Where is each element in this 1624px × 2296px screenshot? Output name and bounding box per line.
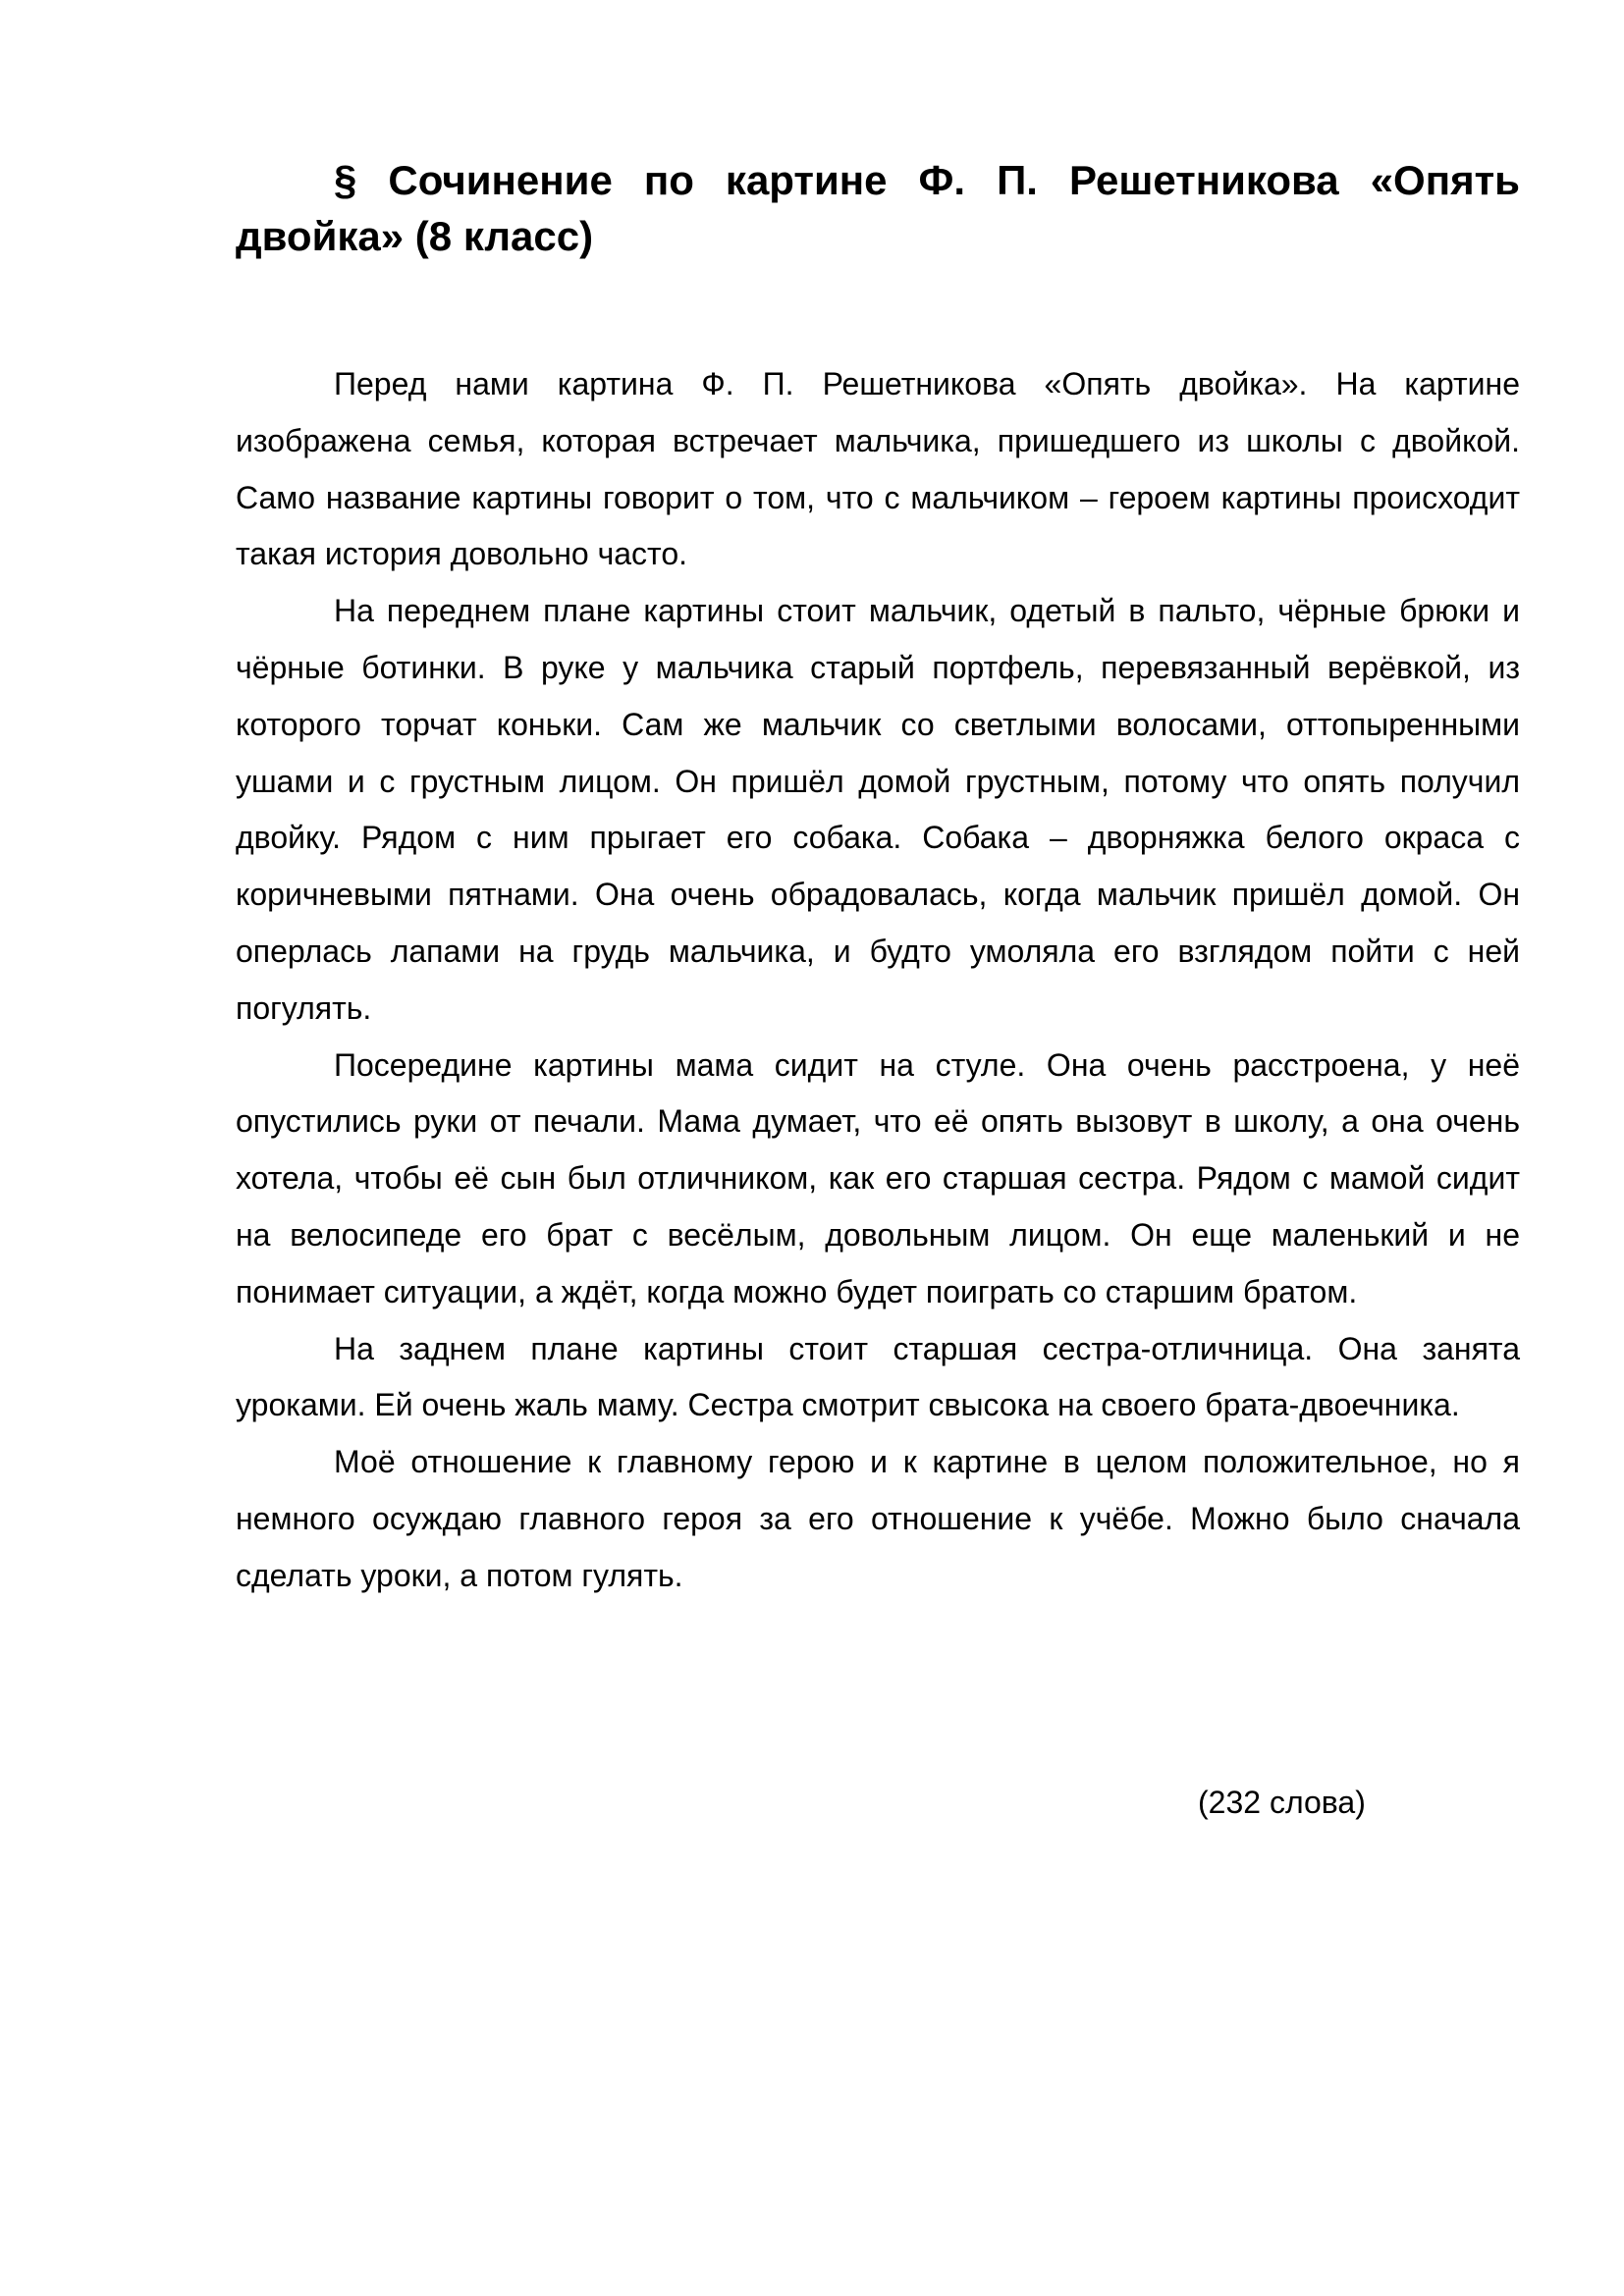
paragraph-background: На заднем плане картины стоит старшая сестра-отличница. Она занята уроками. Ей очень жаль маму. Сестра смотрит свысока на своего брата-двоечника.	[236, 1330, 1520, 1423]
essay-body	[236, 356, 1520, 1605]
word-count: (232 слова)	[1198, 1785, 1366, 1820]
paragraph-conclusion: Моё отношение к главному герою и к картине в целом положительное, но я немного осуждаю главного героя за его отношение к учёбе. Можно было сначала сделать уроки, а потом гулять.	[236, 1444, 1520, 1593]
document-title: § Сочинение по картине Ф. П. Решетникова «Опять двойка» (8 класс)	[236, 157, 1520, 259]
paragraph-intro: Перед нами картина Ф. П. Решетникова «Опять двойка». На картине изображена семья, которая встречает мальчика, пришедшего из школы с двойкой. Само название картины говорит о том, что с мальчиком – героем картины происходит такая история довольно часто.	[236, 366, 1520, 572]
paragraph-foreground: На переднем плане картины стоит мальчик, одетый в пальто, чёрные брюки и чёрные ботинки. В руке у мальчика старый портфель, перевязанный верёвкой, из которого торчат коньки. Сам же мальчик со светлыми волосами, оттопыренными ушами и с грустным лицом. Он пришёл домой грустным, потому что опять получил двойку. Рядом с ним прыгает его собака. Собака – дворняжка белого окраса с коричневыми пятнами. Она очень обрадовалась, когда мальчик пришёл домой. Он оперлась лапами на грудь мальчика, и будто умоляла его взглядом пойти с ней погулять.	[236, 593, 1520, 1026]
paragraph-middle: Посередине картины мама сидит на стуле. Она очень расстроена, у неё опустились руки от печали. Мама думает, что её опять вызовут в школу, а она очень хотела, чтобы её сын был отличником, как его старшая сестра. Рядом с мамой сидит на велосипеде его брат с весёлым, довольным лицом. Он еще маленький и не понимает ситуации, а ждёт, когда можно будет поиграть со старшим братом.	[236, 1046, 1520, 1309]
